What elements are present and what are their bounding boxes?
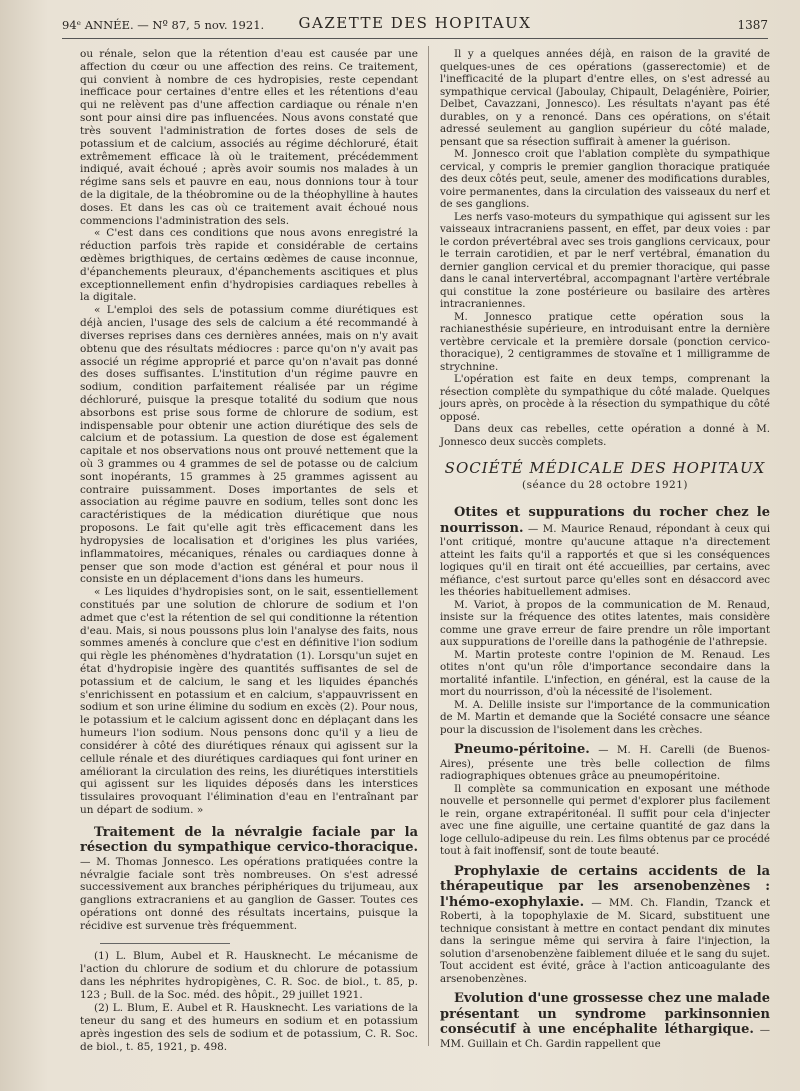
paragraph: Il complète sa communication en exposant une méthode nouvelle et personnelle qui permet d'explorer plus facilement le rein, organe extrapéritonéal. Il suffit pour cela d'injecter avec une fine aiguille, une certaine quantité de gaz dans la loge cellulo-adipeuse du rein. Les films obtenus par ce procédé tout à fait inoffensif, sont de toute beauté. xyxy=(440,782,770,857)
section-subtitle: (séance du 28 octobre 1921) xyxy=(521,478,689,491)
paragraph: Les nerfs vaso-moteurs du sympathique qui agissent sur les vaisseaux intracraniens passent, en effet, par deux voies : par le cordon prévertébral avec ses trois ganglions cervicaux, pour le terrain carotidien, et par le nerf vertébral, émanation du dernier ganglion cervical et du premier thoracique, qui passe dans le canal intervertébral, accompagnant l'artère vertébrale qui constitue la zone postérieure ou basilaire des artères intracraniennes. xyxy=(440,210,770,310)
right-column xyxy=(440,48,770,1050)
paragraph: « C'est dans ces conditions que nous avons enregistré la réduction parfois très rapide et considérable de certains œdèmes brigthiques, de certains œdèmes de cause inconnue, d'épanchements pleuraux, d'épanchements ascitiques et plus exceptionnellement enfin d'hydropisies cardiaques rebelles à la digitale. xyxy=(80,227,418,304)
paragraph: M. Variot, à propos de la communication de M. Renaud, insiste sur la fréquence des otites latentes, mais considère comme une grave erreur de faire prendre un rôle important aux suppurations de l'oreille dans la pathogénie de l'athrepsie. xyxy=(440,598,770,648)
article-text: — MM. Ch. Flandin, Tzanck et Roberti, à la topophylaxie de M. Sicard, substituent une technique consistant à mettre en contact pendant dix minutes dans la seringue même qui servira à faire l'injection, la solution d'arsenobenzène faiblement diluée et le sang du sujet. Tout accident est évité, grâce à l'action anticoagulante des arsenobenzènes. xyxy=(440,896,770,985)
footnote-rule xyxy=(100,943,230,944)
header-rule xyxy=(62,38,768,39)
left-column xyxy=(80,48,418,1054)
article-text: — M. Maurice Renaud, répondant à ceux qui l'ont critiqué, montre qu'aucune attaque n'a directement atteint les faits qu'il a rapportés et que si les conséquences logiques qu'il en tirait ont été accueillies, par certains, avec méfiance, c'est surtout parce qu'elles sont en désaccord avec les théories habituellement admises. xyxy=(440,522,770,598)
paragraph: L'opération est faite en deux temps, comprenant la résection complète du sympathique du côté malade. Quelques jours après, on procède à la résection du sympathique du côté opposé. xyxy=(440,373,770,423)
section-title: SOCIÉTÉ MÉDICALE DES HOPITAUX xyxy=(444,459,766,477)
article-author: — M. Thomas Jonnesco. xyxy=(80,855,215,868)
paragraph: « Les liquides d'hydropisies sont, on le sait, essentiellement constitués par une solution de chlorure de sodium et l'on admet que c'est la rétention de sel qui conditionne la rétention d'eau. Mais, si nous poussons plus loin l'analyse des faits, nous sommes amenés à conclure que c'est en définitive l'ion sodium qui règle les phénomènes d'hydratation (1). Lorsqu'un sujet en état d'hydropisie ingère des quantités suffisantes de sel de potassium et de calcium, le sang et les liquides épanchés s'enrichissent en potassium et en calcium, s'appauvrissent en sodium et son urine élimine du sodium en excès (2). Pour nous, le potassium et le calcium agissent donc en déplaçant dans les humeurs l'ion sodium. Nous pensons donc qu'il y a lieu de considérer à côté des diurétiques rénaux qui agissent sur la cellule rénale et des diurétiques cardiaques qui font uriner en améliorant la circulation des reins, les diurétiques interstitiels qui agissent sur les liquides déposés dans les interstices tissulaires provoquant l'élimination d'eau en l'entraînant par un départ de sodium. » xyxy=(80,586,418,816)
article-title: Prophylaxie de certains accidents de la thérapeutique par les arsenobenzènes : l'hémo-exophylaxie. xyxy=(440,863,770,910)
article-grossesse xyxy=(440,991,770,1050)
article-pneumo xyxy=(440,742,770,783)
paragraph: Il y a quelques années déjà, en raison de la gravité de quelques-unes de ces opérations (gasserectomie) et de l'inefficacité de la plupart d'entre elles, on s'est adressé au sympathique cervical (Jaboulay, Chipault, Delagénière, Poirier, Delbet, Cavazzani, Jonnesco). Les résultats n'ayant pas été durables, on y a renoncé. Dans ces opérations, on s'était adressé seulement au ganglion supérieur du côté malade, pensant que sa résection suffirait à amener la guérison. xyxy=(440,48,770,148)
footnote-2: (2) L. Blum, E. Aubel et R. Hausknecht. Les variations de la teneur du sang et des humeurs en sodium et en potassium après ingestion des sels de sodium et de potassium, C. R. Soc. de biol., t. 85, 1921, p. 498. xyxy=(80,1001,418,1053)
paragraph: M. A. Delille insiste sur l'importance de la communication de M. Martin et demande que la Société consacre une séance pour la discussion de l'isolement dans les crèches. xyxy=(440,698,770,736)
article-title: Pneumo-péritoine. xyxy=(454,742,590,757)
article-text: — MM. Guillain et Ch. Gardin rappellent que xyxy=(440,1024,770,1050)
page-number: 1387 xyxy=(737,18,768,32)
article-title: Otites et suppurations du rocher chez le nourrisson. xyxy=(440,505,770,536)
paragraph: ou rénale, selon que la rétention d'eau est causée par une affection du cœur ou une affection des reins. Ce traitement, qui convient à nombre de ces hydropisies, reste cependant inefficace pour certaines d'entre elles et les rétentions d'eau qui ne relèvent pas d'une affection cardiaque ou rénale n'en sont pour ainsi dire pas influencées. Nous avons constaté que très souvent l'administration de fortes doses de sels de potassium et de calcium, associés au régime déchloruré, était extrêmement efficace là où le traitement, précédemment indiqué, avait échoué ; après avoir soumis nos malades à un régime sans sels et pauvre en eau, nous donnions tour à tour de la digitale, de la théobromine ou de la théophylline à hautes doses. Et dans les cas où ce traitement avait échoué nous commencions l'administration des sels. xyxy=(80,48,418,227)
issue-info: 94ᵉ ANNÉE. — Nº 87, 5 nov. 1921. xyxy=(62,18,265,32)
article-title: Traitement de la névralgie faciale par la résection du sympathique cervico-thoracique. xyxy=(80,824,418,856)
footnote-1: (1) L. Blum, Aubel et R. Hausknecht. Le mécanisme de l'action du chlorure de sodium et du chlorure de potassium dans les néphrites hydropigènes, C. R. Soc. de biol., t. 85, p. 123 ; Bull. de la Soc. méd. des hôpit., 29 juillet 1921. xyxy=(80,949,418,1001)
article-text: Les opérations pratiquées contre la névralgie faciale sont très nombreuses. On s'est adressé successivement aux branches périphériques du trijumeau, aux ganglions extracraniens et au ganglion de Gasser. Toutes ces opérations ont donné des résultats incertains, puisque la récidive est survenue très fréquemment. xyxy=(80,855,418,932)
paragraph: M. Martin proteste contre l'opinion de M. Renaud. Les otites n'ont qu'un rôle d'importance secondaire dans la mortalité infantile. L'infection, en général, est la cause de la mort du nourrisson, d'où la nécessité de l'isolement. xyxy=(440,648,770,698)
article-text: — M. H. Carelli (de Buenos-Aires), présente une très belle collection de films radiographiques obtenues grâce au pneumopéritoine. xyxy=(440,744,770,782)
paragraph: M. Jonnesco croit que l'ablation complète du sympathique cervical, y compris le premier ganglion thoracique pratiquée des deux côtés peut, seule, amener des modifications durables, voire permanentes, dans la circulation des vaisseaux du nerf et de ses ganglions. xyxy=(440,148,770,210)
page-header xyxy=(62,14,768,36)
journal-title: GAZETTE DES HOPITAUX xyxy=(298,14,532,32)
paragraph: M. Jonnesco pratique cette opération sous la rachianesthésie supérieure, en introduisant entre la dernière vertèbre cervicale et la première dorsale (ponction cervico-thoracique), 2 centigrammes de stovaïne et 1 milligramme de strychnine. xyxy=(440,310,770,373)
column-divider xyxy=(428,46,429,1046)
article-prophylaxie xyxy=(440,864,770,986)
paragraph: « L'emploi des sels de potassium comme diurétiques est déjà ancien, l'usage des sels de calcium a été recommandé à diverses reprises dans ces dernières années, mais on n'y avait obtenu que des résultats médiocres : parce qu'on n'y avait pas associé un régime approprié et parce qu'on n'avait pas donné des doses suffisantes. L'institution d'un régime pauvre en sodium, condition parfaitement réalisée par un régime déchloruré, puisque la presque totalité du sodium que nous absorbons est prise sous forme de chlorure de sodium, est indispensable pour obtenir une action diurétique des sels de calcium et de potassium. La question de dose est également capitale et nos observations nous ont prouvé nettement que la où 3 grammes ou 4 grammes de sel de potasse ou de calcium sont inopérants, 15 grammes à 25 grammes agissent au contraire puissamment. Doses importantes de sels et association au régime pauvre en sodium, telles sont donc les caractéristiques de la médication diurétique que nous proposons. Le fait qu'elle agit très efficacement dans les hydropysies de localisation et d'origines les plus variées, inflammatoires, mécaniques, rénales ou cardiaques donne à penser que son mode d'action est général et pour nous il consiste en un déplacement d'ions dans les humeurs. xyxy=(80,304,418,586)
article-jonnesco xyxy=(80,825,418,933)
article-title: Evolution d'une grossesse chez une malade présentant un syndrome parkinsonnien consécutif à une encéphalite léthargique. xyxy=(440,991,770,1037)
article-otites xyxy=(440,505,770,599)
paragraph: Dans deux cas rebelles, cette opération a donné à M. Jonnesco deux succès complets. xyxy=(440,423,770,448)
